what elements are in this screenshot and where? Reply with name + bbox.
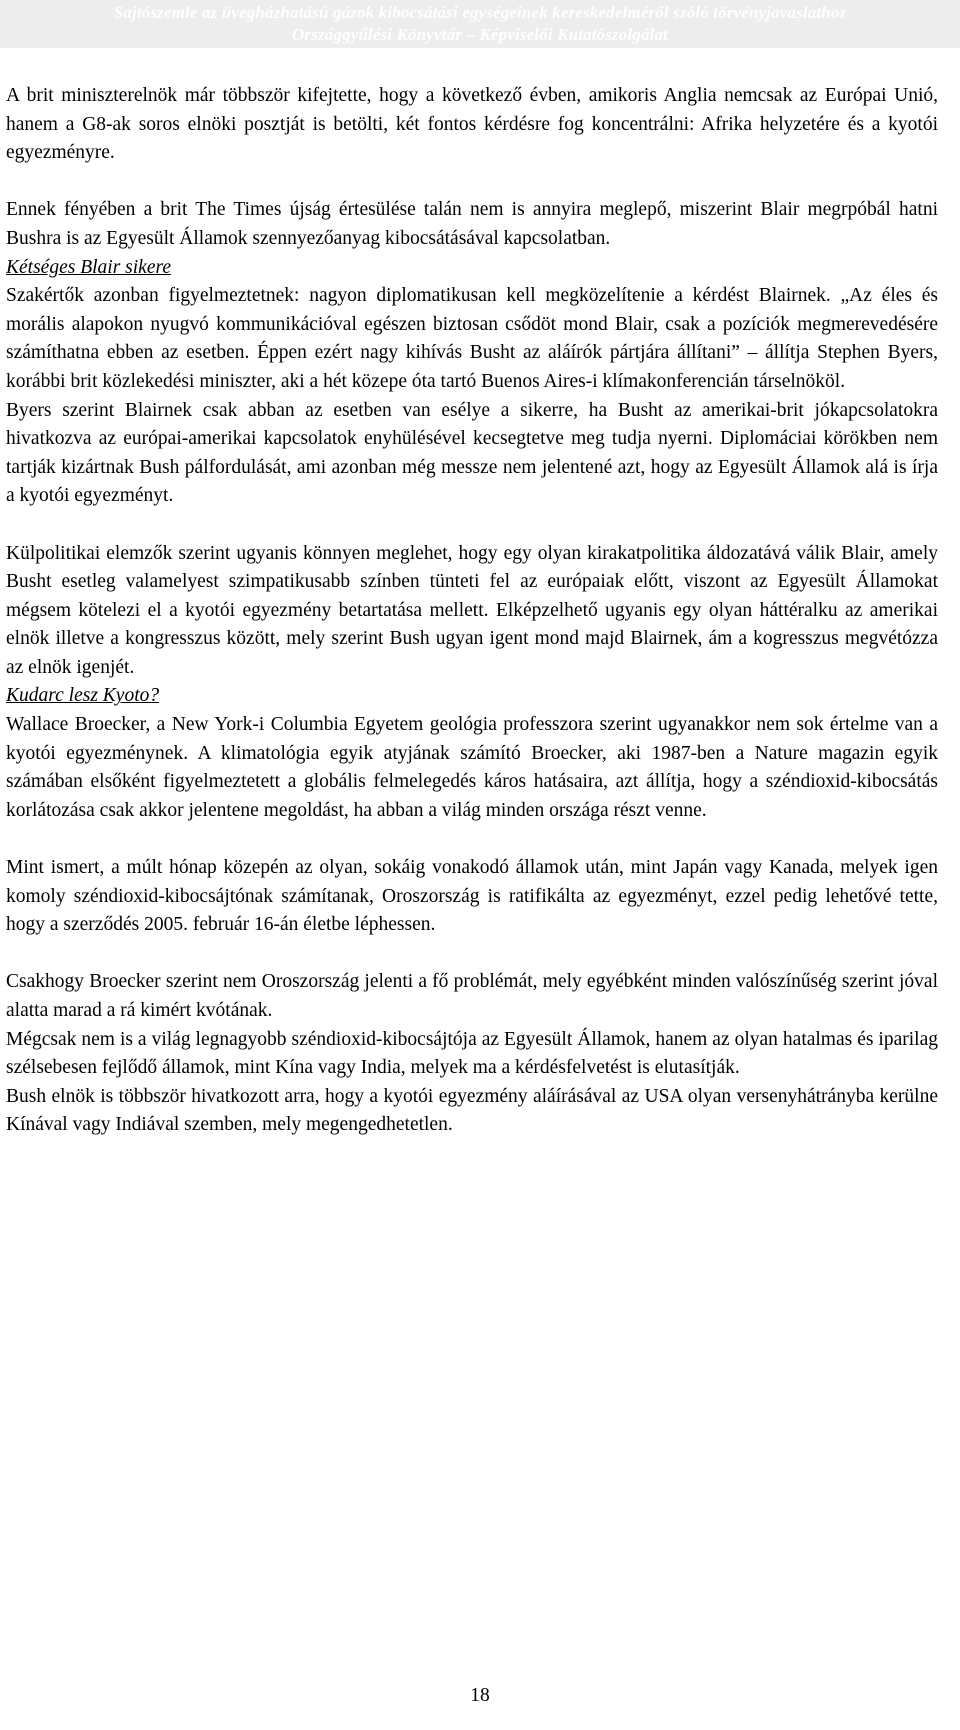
paragraph-2: Ennek fényében a brit The Times újság értesülése talán nem is annyira meglepő, miszerint Blair megrpóbál hatni Bushra is az Egyesült Államok szennyezőanyag kibocsátásával kapcsolatban. <box>6 199 938 249</box>
paragraph-1: A brit miniszterelnök már többször kifejtette, hogy a következő évben, amikoris Anglia nemcsak az Európai Unió, hanem a G8-ak soros elnöki posztját is betölti, két fontos kérdésre fog koncentrálni: Afrika helyzetére és a kyotói egyezményre. <box>6 85 938 164</box>
paragraph-4: Byers szerint Blairnek csak abban az esetben van esélye a sikerre, ha Busht az amerikai-brit jókapcsolatokra hivatkozva az európai-amerikai kapcsolatok enyhülésével kecsegtetve meg tudja nyerni. Diplomáciai körökben nem tartják kizártnak Bush pálfordulását, ami azonban még messze nem jelentené azt, hogy az Egyesült Államok alá is írja a kyotói egyezményt. <box>6 399 938 507</box>
section-heading-kudarc-lesz-kyoto: Kudarc lesz Kyoto? <box>6 685 160 707</box>
paragraph-5: Külpolitikai elemzők szerint ugyanis könnyen meglehet, hogy egy olyan kirakatpolitika áldozatává válik Blair, amely Busht esetleg valamelyest szimpatikusabb színben tünteti fel az európaiak előtt, viszont az Egyesült Államokat mégsem kötelezi el a kyotói egyezmény betartatása mellett. Elképzelhető ugyanis egy olyan háttéralku az amerikai elnök illetve a kongresszus között, mely szerint Bush ugyan igent mond majd Blairnek, ám a kogresszus megvétózza az elnök igenjét. <box>6 542 938 678</box>
header-title: Sajtószemle az üvegházhatású gázok kibocsátási egységeinek kereskedelméről szóló törvényjavaslathoz <box>113 3 847 22</box>
running-header <box>0 0 960 48</box>
paragraph-3: Szakértők azonban figyelmeztetnek: nagyon diplomatikusan kell megközelítenie a kérdést Blairnek. „Az éles és morális alapokon nyugvó kommunikációval egészen biztosan csődöt mond Blair, csak a pozíciók megmerevedésére számíthatna ebben az esetben. Éppen ezért nagy kihívás Busht az aláírók pártjára állítani” – állítja Stephen Byers, korábbi brit közlekedési miniszter, aki a hét közepe óta tartó Buenos Aires-i klímakonferencián társelnököl. <box>6 285 938 392</box>
paragraph-10: Bush elnök is többször hivatkozott arra, hogy a kyotói egyezmény aláírásával az USA olyan versenyhátrányba kerülne Kínával vagy Indiával szemben, mely megengedhetetlen. <box>6 1085 938 1136</box>
document-body <box>6 82 938 1140</box>
paragraph-6: Wallace Broecker, a New York-i Columbia Egyetem geológia professzora szerint ugyanakkor nem sok értelme van a kyotói egyezménynek. A klimatológia egyik atyjának számító Broecker, aki 1987-ben a Nature magazin egyik számában elsőként figyelmeztetett a globális felmelegedés káros hatásaira, azt állítja, hogy a széndioxid-kibocsátás korlátozása csak akkor jelentene megoldást, ha abban a világ minden országa részt venne. <box>6 714 938 821</box>
paragraph-9: Mégcsak nem is a világ legnagyobb széndioxid-kibocsájtója az Egyesült Államok, hanem az olyan hatalmas és iparilag szélsebesen fejlődő államok, mint Kína vagy India, melyek ma a kérdésfelvetést is elutasítják. <box>6 1028 938 1079</box>
page-number: 18 <box>470 1685 490 1706</box>
section-heading-ketseges-blair-sikere: Kétséges Blair sikere <box>6 256 171 278</box>
header-subtitle: Országgyűlési Könyvtár – Képviselői Kutatószolgálat <box>291 25 668 44</box>
paragraph-7: Mint ismert, a múlt hónap közepén az olyan, sokáig vonakodó államok után, mint Japán vagy Kanada, melyek igen komoly széndioxid-kibocsájtónak számítanak, Oroszország is ratifikálta az egyezményt, ezzel pedig lehetővé tette, hogy a szerződés 2005. február 16-án életbe léphessen. <box>6 857 938 936</box>
paragraph-8: Csakhogy Broecker szerint nem Oroszország jelenti a fő problémát, mely egyébként minden valószínűség szerint jóval alatta marad a rá kimért kvótának. <box>6 971 938 1021</box>
